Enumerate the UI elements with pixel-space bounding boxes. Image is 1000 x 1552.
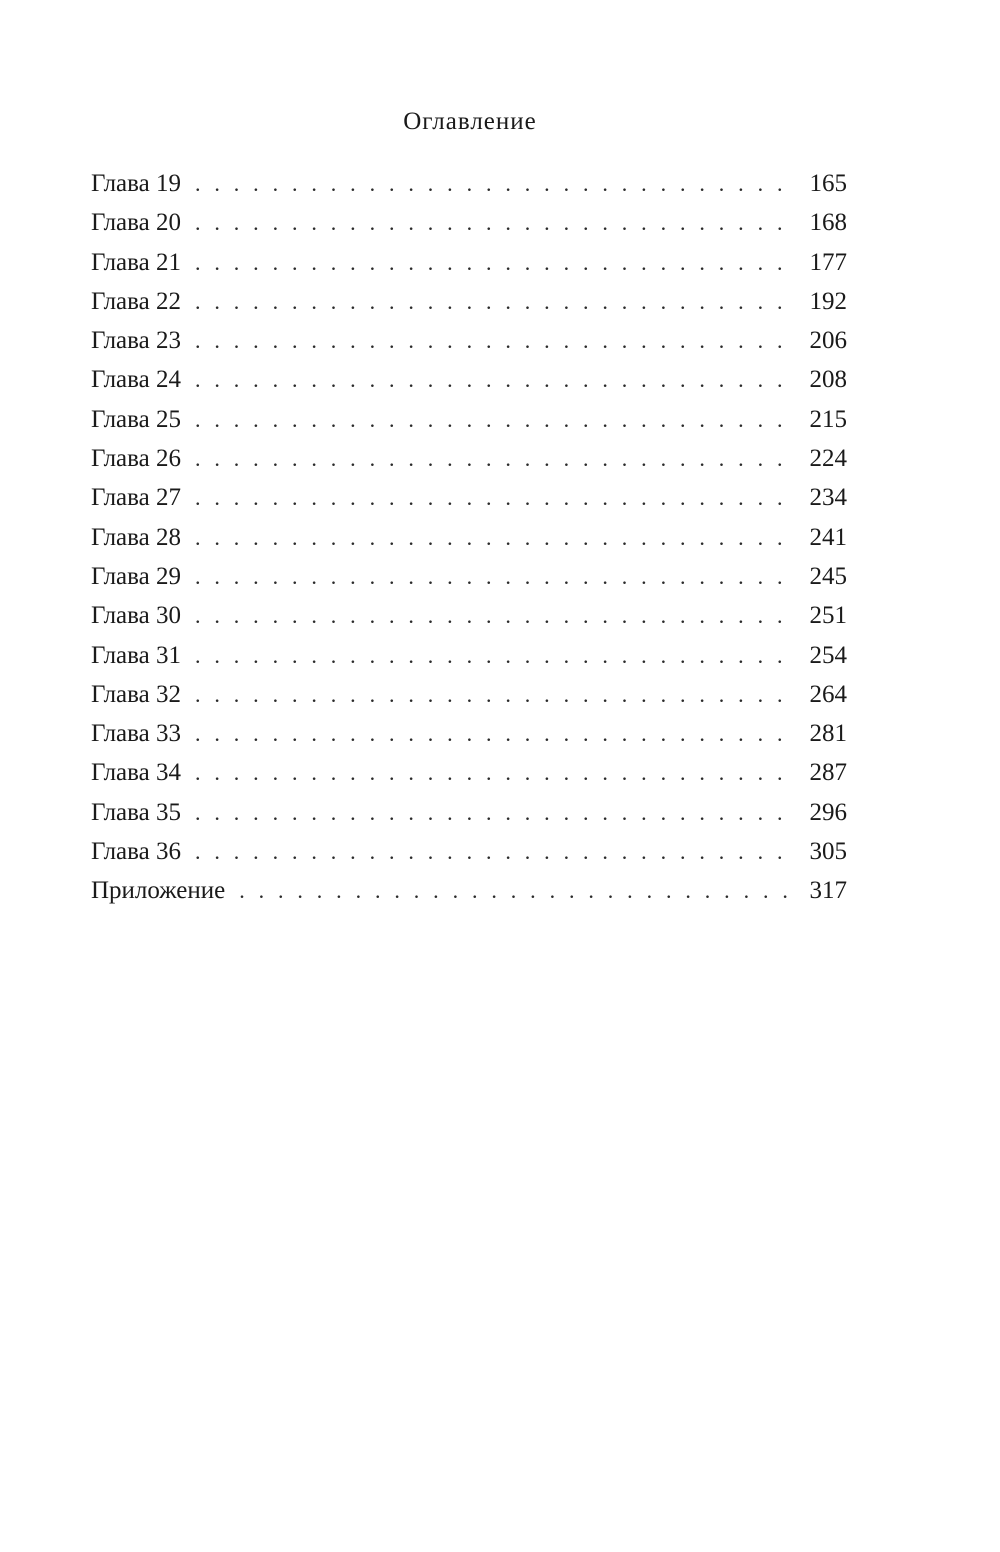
toc-entry-page-number: 251 — [809, 602, 847, 630]
toc-entry-page-number: 317 — [809, 877, 847, 905]
toc-entry — [91, 164, 847, 203]
dot-leader — [195, 243, 789, 282]
dot-leader — [195, 596, 789, 635]
dot-leader — [195, 282, 789, 321]
toc-entry — [91, 282, 847, 321]
toc-entry-page-number: 241 — [809, 523, 847, 551]
toc-entry-page-number: 215 — [809, 405, 847, 433]
toc-entry — [91, 636, 847, 675]
toc-entry-label: Глава 25 — [91, 405, 181, 433]
dot-leader — [195, 714, 789, 753]
toc-entry-label: Глава 24 — [91, 366, 181, 394]
toc-entry-label: Глава 31 — [91, 641, 181, 669]
dot-leader — [195, 164, 789, 203]
toc-entry-page-number: 264 — [809, 680, 847, 708]
toc-entry-page-number: 168 — [809, 209, 847, 237]
dot-leader — [195, 557, 789, 596]
toc-entry — [91, 793, 847, 832]
toc-entry — [91, 400, 847, 439]
toc-entry-label: Глава 30 — [91, 602, 181, 630]
toc-entry — [91, 675, 847, 714]
dot-leader — [195, 360, 789, 399]
toc-entry — [91, 753, 847, 792]
dot-leader — [195, 203, 789, 242]
toc-entry-page-number: 254 — [809, 641, 847, 669]
toc-entry-page-number: 245 — [809, 562, 847, 590]
toc-entry-page-number: 224 — [809, 445, 847, 473]
toc-entry-label: Приложение — [91, 877, 226, 905]
table-of-contents — [91, 164, 847, 911]
dot-leader — [195, 439, 789, 478]
toc-entry — [91, 203, 847, 242]
dot-leader — [195, 675, 789, 714]
toc-entry-label: Глава 33 — [91, 720, 181, 748]
toc-entry — [91, 557, 847, 596]
toc-entry-label: Глава 20 — [91, 209, 181, 237]
toc-entry-label: Глава 36 — [91, 838, 181, 866]
toc-entry-page-number: 206 — [809, 327, 847, 355]
toc-entry-label: Глава 23 — [91, 327, 181, 355]
toc-entry — [91, 478, 847, 517]
toc-entry-label: Глава 35 — [91, 798, 181, 826]
dot-leader — [239, 871, 789, 910]
toc-entry-page-number: 177 — [809, 248, 847, 276]
toc-entry-page-number: 305 — [809, 838, 847, 866]
toc-entry-label: Глава 28 — [91, 523, 181, 551]
toc-entry-label: Глава 22 — [91, 287, 181, 315]
toc-entry-label: Глава 29 — [91, 562, 181, 590]
dot-leader — [195, 832, 789, 871]
dot-leader — [195, 400, 789, 439]
dot-leader — [195, 753, 789, 792]
page-title: Оглавление — [403, 108, 537, 135]
toc-entry-page-number: 165 — [809, 170, 847, 197]
toc-entry — [91, 360, 847, 399]
toc-entry-label: Глава 19 — [91, 170, 181, 197]
dot-leader — [195, 478, 789, 517]
toc-entry — [91, 518, 847, 557]
toc-entry-page-number: 281 — [809, 720, 847, 748]
toc-entry-label: Глава 21 — [91, 248, 181, 276]
dot-leader — [195, 793, 789, 832]
dot-leader — [195, 636, 789, 675]
toc-entry — [91, 439, 847, 478]
toc-entry-page-number: 296 — [809, 798, 847, 826]
toc-entry-label: Глава 27 — [91, 484, 181, 512]
toc-entry-label: Глава 34 — [91, 759, 181, 787]
toc-entry — [91, 871, 847, 910]
toc-entry-label: Глава 26 — [91, 445, 181, 473]
dot-leader — [195, 518, 789, 557]
toc-entry — [91, 714, 847, 753]
toc-entry — [91, 832, 847, 871]
toc-entry — [91, 596, 847, 635]
toc-entry-label: Глава 32 — [91, 680, 181, 708]
toc-entry-page-number: 234 — [809, 484, 847, 512]
toc-entry — [91, 243, 847, 282]
dot-leader — [195, 321, 789, 360]
toc-entry — [91, 321, 847, 360]
toc-entry-page-number: 192 — [809, 287, 847, 315]
toc-entry-page-number: 287 — [809, 759, 847, 787]
toc-entry-page-number: 208 — [809, 366, 847, 394]
